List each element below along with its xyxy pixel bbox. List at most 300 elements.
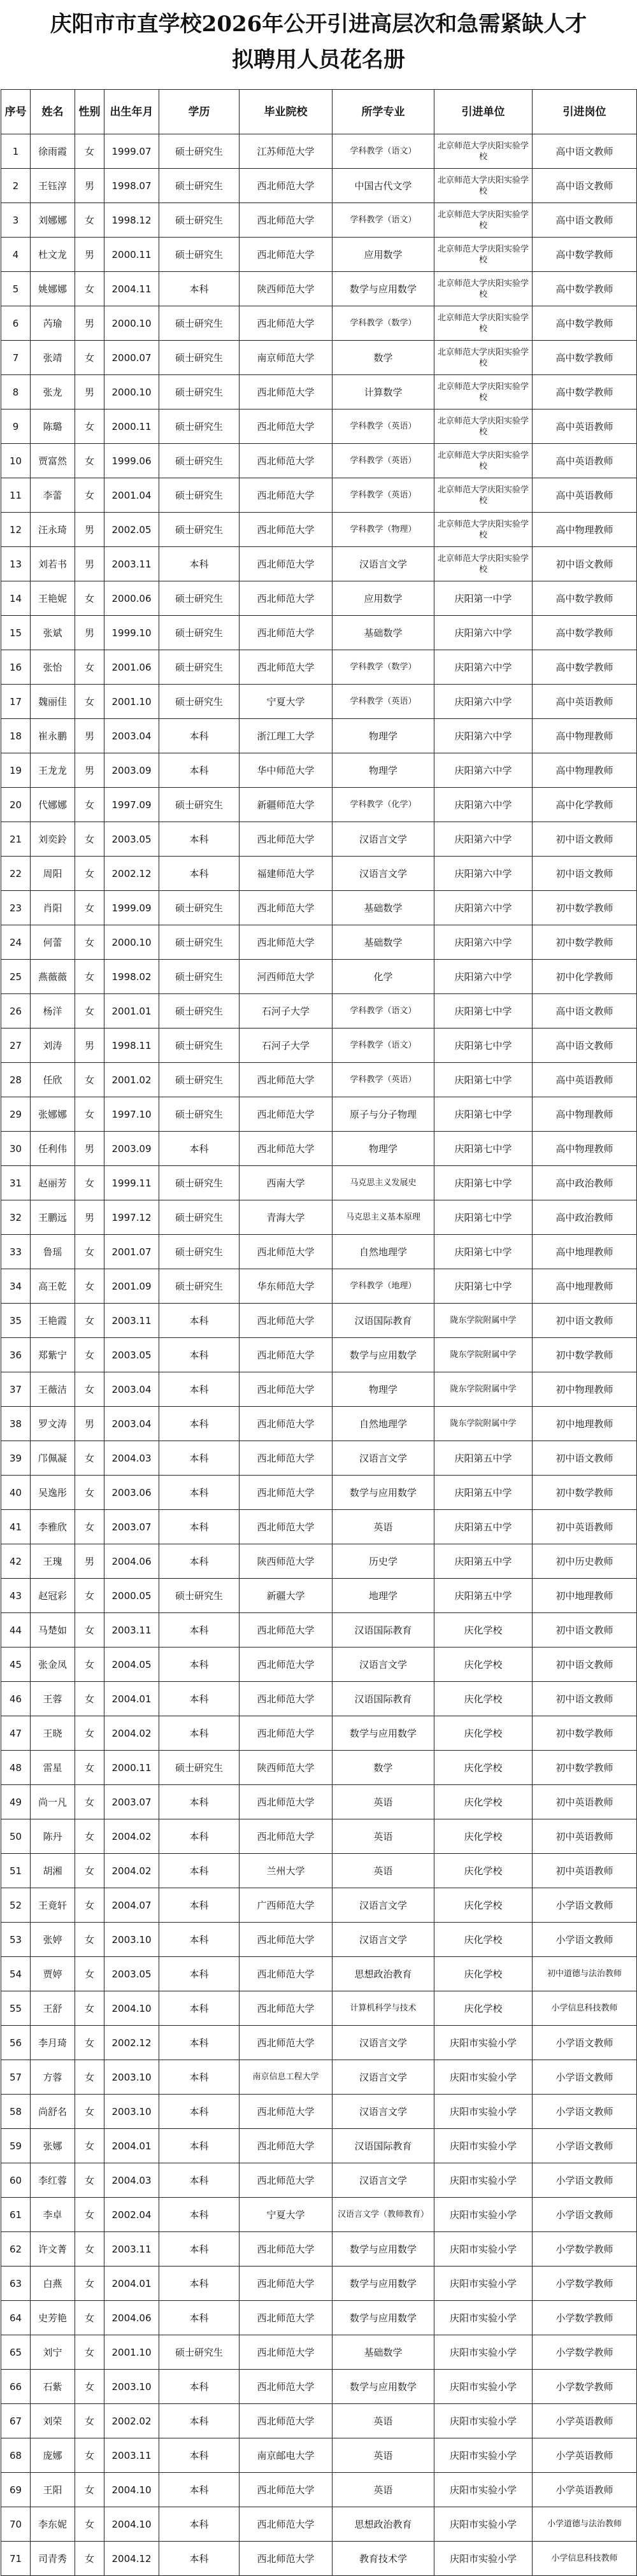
cell-unit: 庆阳第五中学	[434, 1544, 533, 1579]
cell-name: 肖阳	[31, 891, 75, 925]
title-line-1: 庆阳市市直学校2026年公开引进高层次和急需紧缺人才	[50, 11, 587, 37]
table-row	[1, 2095, 637, 2129]
cell-birth: 2000.06	[104, 581, 159, 616]
table-row	[1, 925, 637, 960]
table-row	[1, 1682, 637, 1716]
table-row	[1, 685, 637, 719]
table-row	[1, 238, 637, 272]
cell-major: 汉语国际教育	[333, 1304, 434, 1338]
cell-unit: 庆阳第六中学	[434, 719, 533, 753]
cell-gender: 女	[75, 1751, 104, 1785]
cell-degree: 硕士研究生	[159, 1063, 240, 1097]
cell-gender: 女	[75, 2095, 104, 2129]
table-row	[1, 2335, 637, 2370]
cell-major: 汉语言文学	[333, 2163, 434, 2198]
cell-post: 高中数学教师	[533, 238, 637, 272]
cell-index: 48	[1, 1751, 31, 1785]
cell-birth: 2003.11	[104, 2232, 159, 2266]
col-header-school: 毕业院校	[240, 90, 333, 134]
cell-major: 学科教学（语文）	[333, 134, 434, 169]
table-row	[1, 788, 637, 822]
cell-school: 西北师范大学	[240, 2095, 333, 2129]
cell-name: 王鹏远	[31, 1200, 75, 1235]
cell-major: 英语	[333, 2404, 434, 2438]
cell-gender: 女	[75, 1647, 104, 1682]
cell-name: 王晓	[31, 1716, 75, 1751]
cell-school: 浙江理工大学	[240, 719, 333, 753]
cell-post: 高中物理教师	[533, 1132, 637, 1166]
cell-gender: 女	[75, 1304, 104, 1338]
cell-major: 地理学	[333, 1579, 434, 1613]
cell-index: 5	[1, 272, 31, 306]
cell-unit: 北京师范大学庆阳实验学校	[434, 513, 533, 547]
cell-degree: 本科	[159, 719, 240, 753]
cell-gender: 女	[75, 2473, 104, 2507]
cell-name: 张婷	[31, 1923, 75, 1957]
table-row	[1, 1235, 637, 1269]
col-header-name: 姓名	[31, 90, 75, 134]
cell-index: 30	[1, 1132, 31, 1166]
cell-unit: 庆阳第一中学	[434, 581, 533, 616]
cell-index: 50	[1, 1819, 31, 1854]
cell-birth: 2003.05	[104, 822, 159, 857]
cell-major: 计算机科学与技术	[333, 1991, 434, 2026]
col-header-post: 引进岗位	[533, 90, 637, 134]
cell-index: 1	[1, 134, 31, 169]
cell-school: 石河子大学	[240, 1028, 333, 1063]
cell-unit: 北京师范大学庆阳实验学校	[434, 375, 533, 409]
cell-gender: 女	[75, 994, 104, 1028]
cell-school: 福建师范大学	[240, 857, 333, 891]
cell-degree: 本科	[159, 1407, 240, 1441]
cell-degree: 硕士研究生	[159, 478, 240, 513]
table-row	[1, 2266, 637, 2301]
cell-major: 教育技术学	[333, 2542, 434, 2576]
cell-index: 36	[1, 1338, 31, 1372]
cell-gender: 男	[75, 616, 104, 650]
cell-unit: 陇东学院附属中学	[434, 1407, 533, 1441]
cell-name: 白燕	[31, 2266, 75, 2301]
cell-degree: 硕士研究生	[159, 1097, 240, 1132]
cell-index: 66	[1, 2370, 31, 2404]
cell-post: 初中地理教师	[533, 1579, 637, 1613]
table-row	[1, 719, 637, 753]
cell-unit: 庆阳第七中学	[434, 1200, 533, 1235]
cell-birth: 2000.11	[104, 1751, 159, 1785]
table-row	[1, 1132, 637, 1166]
cell-major: 学科教学（英语）	[333, 685, 434, 719]
cell-degree: 本科	[159, 2301, 240, 2335]
cell-post: 高中政治教师	[533, 1166, 637, 1200]
cell-post: 小学语文教师	[533, 1888, 637, 1923]
cell-gender: 男	[75, 1407, 104, 1441]
cell-birth: 2000.10	[104, 306, 159, 341]
cell-degree: 硕士研究生	[159, 1200, 240, 1235]
cell-degree: 本科	[159, 1716, 240, 1751]
cell-gender: 女	[75, 1854, 104, 1888]
cell-gender: 女	[75, 1613, 104, 1647]
cell-birth: 2003.05	[104, 1957, 159, 1991]
cell-school: 西北师范大学	[240, 513, 333, 547]
table-row	[1, 2507, 637, 2542]
cell-major: 基础数学	[333, 616, 434, 650]
cell-index: 68	[1, 2438, 31, 2473]
cell-unit: 北京师范大学庆阳实验学校	[434, 306, 533, 341]
cell-post: 初中数学教师	[533, 1476, 637, 1510]
cell-unit: 庆阳市实验小学	[434, 2026, 533, 2060]
cell-school: 西北师范大学	[240, 2232, 333, 2266]
cell-major: 数学	[333, 341, 434, 375]
table-row	[1, 1819, 637, 1854]
cell-name: 崔永鹏	[31, 719, 75, 753]
cell-index: 29	[1, 1097, 31, 1132]
cell-index: 15	[1, 616, 31, 650]
cell-gender: 女	[75, 925, 104, 960]
cell-school: 西北师范大学	[240, 203, 333, 238]
cell-degree: 本科	[159, 1338, 240, 1372]
cell-index: 20	[1, 788, 31, 822]
cell-name: 任欣	[31, 1063, 75, 1097]
cell-major: 物理学	[333, 753, 434, 788]
cell-gender: 女	[75, 1476, 104, 1510]
cell-name: 王舒	[31, 1991, 75, 2026]
cell-index: 63	[1, 2266, 31, 2301]
cell-post: 初中数学教师	[533, 891, 637, 925]
cell-degree: 硕士研究生	[159, 1269, 240, 1304]
cell-gender: 女	[75, 2507, 104, 2542]
cell-unit: 庆阳市实验小学	[434, 2507, 533, 2542]
cell-gender: 女	[75, 272, 104, 306]
cell-name: 何蕾	[31, 925, 75, 960]
cell-index: 6	[1, 306, 31, 341]
cell-unit: 庆阳第五中学	[434, 1510, 533, 1544]
cell-post: 高中地理教师	[533, 1269, 637, 1304]
cell-unit: 庆化学校	[434, 1957, 533, 1991]
cell-index: 31	[1, 1166, 31, 1200]
cell-major: 汉语国际教育	[333, 2129, 434, 2163]
cell-gender: 女	[75, 2060, 104, 2095]
cell-major: 物理学	[333, 1132, 434, 1166]
cell-post: 小学数学教师	[533, 2370, 637, 2404]
cell-name: 刘宁	[31, 2335, 75, 2370]
cell-unit: 庆化学校	[434, 1613, 533, 1647]
cell-school: 江苏师范大学	[240, 134, 333, 169]
cell-major: 汉语国际教育	[333, 1682, 434, 1716]
cell-degree: 本科	[159, 2026, 240, 2060]
cell-birth: 2001.01	[104, 994, 159, 1028]
cell-post: 小学数学教师	[533, 2301, 637, 2335]
cell-post: 初中历史教师	[533, 1544, 637, 1579]
cell-post: 高中数学教师	[533, 581, 637, 616]
cell-school: 南京师范大学	[240, 341, 333, 375]
cell-post: 高中数学教师	[533, 616, 637, 650]
cell-birth: 2004.02	[104, 1716, 159, 1751]
cell-school: 西北师范大学	[240, 1716, 333, 1751]
cell-index: 51	[1, 1854, 31, 1888]
table-row	[1, 1888, 637, 1923]
cell-school: 西北师范大学	[240, 2473, 333, 2507]
cell-major: 汉语言文学	[333, 822, 434, 857]
cell-school: 西北师范大学	[240, 1510, 333, 1544]
cell-birth: 2003.10	[104, 2370, 159, 2404]
cell-school: 西北师范大学	[240, 1063, 333, 1097]
cell-gender: 男	[75, 1028, 104, 1063]
cell-degree: 硕士研究生	[159, 891, 240, 925]
cell-degree: 本科	[159, 2095, 240, 2129]
cell-major: 汉语言文学	[333, 2060, 434, 2095]
cell-school: 西北师范大学	[240, 478, 333, 513]
cell-unit: 北京师范大学庆阳实验学校	[434, 478, 533, 513]
table-row	[1, 891, 637, 925]
cell-name: 吴逸彤	[31, 1476, 75, 1510]
cell-school: 石河子大学	[240, 994, 333, 1028]
cell-gender: 女	[75, 1269, 104, 1304]
cell-unit: 庆化学校	[434, 1647, 533, 1682]
cell-index: 60	[1, 2163, 31, 2198]
cell-degree: 硕士研究生	[159, 375, 240, 409]
cell-birth: 2000.11	[104, 409, 159, 444]
cell-major: 汉语言文学	[333, 857, 434, 891]
cell-gender: 女	[75, 409, 104, 444]
cell-gender: 女	[75, 1579, 104, 1613]
cell-index: 28	[1, 1063, 31, 1097]
cell-school: 陕西师范大学	[240, 1751, 333, 1785]
cell-post: 高中物理教师	[533, 719, 637, 753]
cell-gender: 男	[75, 513, 104, 547]
cell-gender: 女	[75, 685, 104, 719]
cell-school: 陕西师范大学	[240, 272, 333, 306]
cell-unit: 庆化学校	[434, 1854, 533, 1888]
cell-post: 小学数学教师	[533, 2266, 637, 2301]
cell-post: 初中语文教师	[533, 822, 637, 857]
cell-degree: 硕士研究生	[159, 169, 240, 203]
cell-school: 西北师范大学	[240, 925, 333, 960]
cell-degree: 本科	[159, 1991, 240, 2026]
cell-post: 小学语文教师	[533, 2095, 637, 2129]
cell-post: 初中语文教师	[533, 1304, 637, 1338]
cell-gender: 女	[75, 1716, 104, 1751]
cell-school: 西北师范大学	[240, 444, 333, 478]
cell-birth: 2003.04	[104, 1372, 159, 1407]
cell-birth: 2004.02	[104, 1819, 159, 1854]
cell-school: 西北师范大学	[240, 1372, 333, 1407]
cell-index: 35	[1, 1304, 31, 1338]
cell-major: 数学与应用数学	[333, 2232, 434, 2266]
table-row	[1, 1957, 637, 1991]
table-row	[1, 2163, 637, 2198]
cell-unit: 北京师范大学庆阳实验学校	[434, 341, 533, 375]
cell-index: 58	[1, 2095, 31, 2129]
cell-unit: 陇东学院附属中学	[434, 1304, 533, 1338]
cell-unit: 北京师范大学庆阳实验学校	[434, 134, 533, 169]
cell-major: 汉语言文学	[333, 1923, 434, 1957]
table-row	[1, 1407, 637, 1441]
table-row	[1, 409, 637, 444]
cell-post: 高中英语教师	[533, 1063, 637, 1097]
cell-unit: 陇东学院附属中学	[434, 1372, 533, 1407]
cell-degree: 本科	[159, 2473, 240, 2507]
cell-major: 英语	[333, 2438, 434, 2473]
cell-post: 小学语文教师	[533, 2163, 637, 2198]
cell-gender: 女	[75, 1785, 104, 1819]
table-row	[1, 1716, 637, 1751]
cell-index: 55	[1, 1991, 31, 2026]
cell-unit: 庆阳第六中学	[434, 650, 533, 685]
cell-name: 芮瑜	[31, 306, 75, 341]
cell-degree: 本科	[159, 1476, 240, 1510]
cell-index: 49	[1, 1785, 31, 1819]
cell-unit: 庆阳第七中学	[434, 1063, 533, 1097]
cell-school: 西北师范大学	[240, 616, 333, 650]
cell-gender: 女	[75, 1338, 104, 1372]
cell-degree: 本科	[159, 2266, 240, 2301]
table-row	[1, 341, 637, 375]
cell-school: 西北师范大学	[240, 2507, 333, 2542]
cell-major: 学科教学（语文）	[333, 994, 434, 1028]
cell-degree: 本科	[159, 2438, 240, 2473]
cell-unit: 北京师范大学庆阳实验学校	[434, 444, 533, 478]
cell-major: 汉语言文学	[333, 547, 434, 581]
cell-school: 西北师范大学	[240, 650, 333, 685]
cell-index: 38	[1, 1407, 31, 1441]
cell-index: 10	[1, 444, 31, 478]
cell-unit: 庆阳市实验小学	[434, 2198, 533, 2232]
cell-gender: 女	[75, 1819, 104, 1854]
cell-unit: 庆阳第六中学	[434, 685, 533, 719]
cell-birth: 2003.04	[104, 1407, 159, 1441]
cell-index: 27	[1, 1028, 31, 1063]
cell-index: 21	[1, 822, 31, 857]
cell-post: 初中数学教师	[533, 1338, 637, 1372]
cell-major: 数学	[333, 1751, 434, 1785]
cell-unit: 庆阳市实验小学	[434, 2438, 533, 2473]
cell-birth: 1997.12	[104, 1200, 159, 1235]
cell-school: 西北师范大学	[240, 1923, 333, 1957]
cell-index: 53	[1, 1923, 31, 1957]
cell-birth: 2000.07	[104, 341, 159, 375]
table-row	[1, 2301, 637, 2335]
cell-post: 高中化学教师	[533, 788, 637, 822]
cell-degree: 硕士研究生	[159, 444, 240, 478]
cell-major: 数学与应用数学	[333, 272, 434, 306]
cell-gender: 女	[75, 1372, 104, 1407]
cell-birth: 2004.12	[104, 2542, 159, 2576]
cell-school: 西北师范大学	[240, 1476, 333, 1510]
table-row	[1, 2060, 637, 2095]
document-title	[0, 0, 637, 89]
cell-unit: 庆阳第七中学	[434, 1269, 533, 1304]
cell-name: 张金凤	[31, 1647, 75, 1682]
cell-post: 高中语文教师	[533, 134, 637, 169]
cell-name: 刘奕鈴	[31, 822, 75, 857]
cell-name: 贾富然	[31, 444, 75, 478]
cell-degree: 本科	[159, 1957, 240, 1991]
cell-degree: 本科	[159, 1372, 240, 1407]
cell-post: 初中语文教师	[533, 1441, 637, 1476]
cell-post: 小学道德与法治教师	[533, 2507, 637, 2542]
cell-birth: 2003.09	[104, 753, 159, 788]
cell-name: 姚娜娜	[31, 272, 75, 306]
cell-post: 初中英语教师	[533, 1510, 637, 1544]
cell-degree: 本科	[159, 2404, 240, 2438]
table-row	[1, 2232, 637, 2266]
cell-degree: 本科	[159, 1785, 240, 1819]
cell-major: 学科教学（地理）	[333, 1269, 434, 1304]
cell-index: 3	[1, 203, 31, 238]
cell-major: 汉语言文学	[333, 1647, 434, 1682]
cell-birth: 2000.10	[104, 375, 159, 409]
cell-index: 17	[1, 685, 31, 719]
cell-name: 周阳	[31, 857, 75, 891]
cell-birth: 2001.09	[104, 1269, 159, 1304]
cell-unit: 庆阳第六中学	[434, 891, 533, 925]
cell-gender: 男	[75, 1544, 104, 1579]
table-row	[1, 2129, 637, 2163]
title-line-2: 拟聘用人员花名册	[232, 47, 405, 73]
cell-post: 高中物理教师	[533, 513, 637, 547]
cell-unit: 庆阳第七中学	[434, 1132, 533, 1166]
cell-gender: 男	[75, 1132, 104, 1166]
cell-degree: 本科	[159, 857, 240, 891]
cell-unit: 庆阳第七中学	[434, 994, 533, 1028]
cell-unit: 庆阳第七中学	[434, 1235, 533, 1269]
cell-unit: 庆阳市实验小学	[434, 2060, 533, 2095]
cell-birth: 2003.11	[104, 1613, 159, 1647]
cell-degree: 硕士研究生	[159, 306, 240, 341]
cell-degree: 硕士研究生	[159, 1579, 240, 1613]
cell-school: 河西师范大学	[240, 960, 333, 994]
cell-birth: 2000.11	[104, 238, 159, 272]
cell-degree: 本科	[159, 1510, 240, 1544]
cell-birth: 2002.02	[104, 2404, 159, 2438]
cell-name: 马楚如	[31, 1613, 75, 1647]
cell-name: 胡湘	[31, 1854, 75, 1888]
cell-name: 王钰淳	[31, 169, 75, 203]
cell-gender: 男	[75, 375, 104, 409]
cell-school: 西南大学	[240, 1166, 333, 1200]
cell-birth: 2004.03	[104, 2163, 159, 2198]
cell-major: 学科教学（语文）	[333, 203, 434, 238]
col-header-degree: 学历	[159, 90, 240, 134]
cell-index: 39	[1, 1441, 31, 1476]
cell-post: 高中物理教师	[533, 1097, 637, 1132]
cell-gender: 女	[75, 1166, 104, 1200]
cell-index: 54	[1, 1957, 31, 1991]
cell-name: 李卓	[31, 2198, 75, 2232]
cell-school: 西北师范大学	[240, 822, 333, 857]
cell-name: 庞娜	[31, 2438, 75, 2473]
cell-school: 陕西师范大学	[240, 1544, 333, 1579]
roster-body	[1, 134, 637, 2576]
cell-birth: 1997.09	[104, 788, 159, 822]
table-row	[1, 1338, 637, 1372]
cell-gender: 女	[75, 581, 104, 616]
cell-name: 王艳妮	[31, 581, 75, 616]
cell-school: 西北师范大学	[240, 1132, 333, 1166]
cell-major: 英语	[333, 1854, 434, 1888]
cell-unit: 庆阳市实验小学	[434, 2473, 533, 2507]
table-row	[1, 2198, 637, 2232]
cell-unit: 北京师范大学庆阳实验学校	[434, 238, 533, 272]
cell-post: 初中道德与法治教师	[533, 1957, 637, 1991]
cell-school: 西北师范大学	[240, 1957, 333, 1991]
cell-gender: 女	[75, 2404, 104, 2438]
cell-post: 高中英语教师	[533, 444, 637, 478]
cell-name: 方蓉	[31, 2060, 75, 2095]
cell-name: 邝佩凝	[31, 1441, 75, 1476]
cell-index: 70	[1, 2507, 31, 2542]
cell-birth: 2004.06	[104, 2301, 159, 2335]
